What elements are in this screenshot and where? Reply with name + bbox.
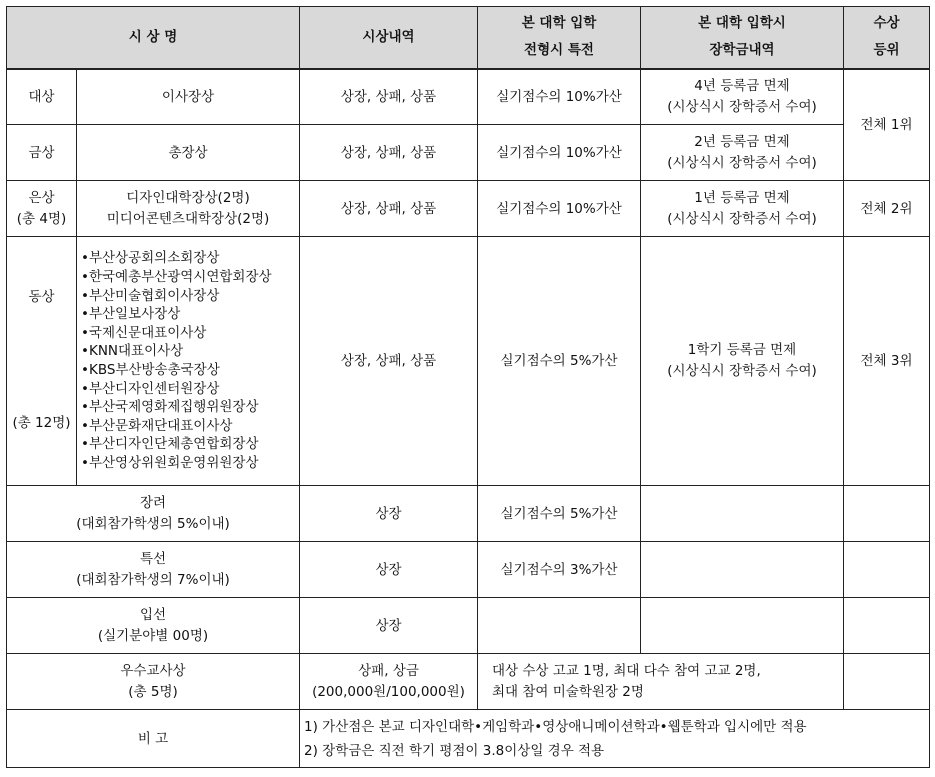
scholarship-daesang — [641, 69, 844, 125]
benefit-daesang: 실기점수의 10%가산 — [478, 69, 641, 125]
list-item: •부산디자인단체총연합회장상 — [81, 436, 259, 453]
list-item: •KBS부산방송총국장상 — [81, 362, 220, 378]
table-row — [7, 486, 930, 542]
table-row — [7, 598, 930, 654]
list-item: •부산일보사장상 — [81, 306, 181, 323]
list-item: •부산영상위원회운영위원장상 — [81, 454, 259, 471]
award-name-jangryeo-line2: (대회참가학생의 5%이내) — [76, 515, 230, 532]
header-award-items: 시상내역 — [300, 7, 478, 69]
award-name-eunsang-line1: 디자인대학장상(2명) — [126, 189, 250, 206]
header-award-name: 시 상 명 — [7, 7, 300, 69]
items-eunsang: 상장, 상패, 상품 — [300, 181, 478, 237]
tier-eunsang-line1: 은상 — [28, 189, 55, 206]
remarks-note-2: 2) 장학금은 직전 학기 평점이 3.8이상일 경우 적용 — [304, 742, 605, 759]
benefit-geumsang: 실기점수의 10%가산 — [478, 125, 641, 181]
rank-top: 전체 1위 — [844, 69, 930, 181]
tier-dongsang-count: (총 12명) — [12, 415, 71, 431]
benefit-dongsang: 실기점수의 5%가산 — [478, 237, 641, 486]
items-geumsang: 상장, 상패, 상품 — [300, 125, 478, 181]
tier-dongsang-label: 동상 — [28, 289, 55, 305]
table-row — [7, 542, 930, 598]
items-jangryeo: 상장 — [300, 486, 478, 542]
table-row — [7, 710, 930, 768]
award-name-jangryeo — [7, 486, 300, 542]
award-name-teukseon-line1: 특선 — [139, 550, 167, 567]
header-admission-benefit-line2: 전형시 특전 — [524, 42, 594, 59]
header-rank-line2: 등위 — [873, 42, 900, 59]
scholarship-daesang-line2: (시상식시 장학증서 수여) — [667, 98, 817, 115]
award-name-jangryeo-line1: 장려 — [139, 494, 167, 511]
scholarship-dongsang — [641, 237, 844, 486]
awards-table — [6, 6, 930, 768]
header-rank-line1: 수상 — [873, 15, 900, 32]
list-item: •부산문화재단대표이사상 — [81, 417, 233, 434]
scholarship-ipseon — [641, 598, 844, 654]
benefit-jangryeo: 실기점수의 5%가산 — [478, 486, 641, 542]
list-item: •KNN대표이사상 — [81, 343, 184, 360]
award-name-ipseon-line2: (실기분야별 00명) — [97, 627, 209, 644]
header-rank — [844, 7, 930, 69]
items-teacher-line2: (200,000원/100,000원) — [312, 683, 465, 700]
benefit-teacher — [478, 654, 844, 710]
award-name-teukseon — [7, 542, 300, 598]
rank-ipseon — [844, 598, 930, 654]
header-admission-benefit-line1: 본 대학 입학 — [521, 15, 597, 32]
award-name-teacher-line2: (총 5명) — [128, 683, 178, 700]
tier-dongsang — [7, 237, 77, 486]
list-item: •부산미술협회이사장상 — [81, 287, 220, 304]
list-item: •한국예총부산광역시연합회장상 — [81, 269, 272, 286]
table-row — [7, 237, 930, 486]
scholarship-geumsang-line1: 2년 등록금 면제 — [694, 133, 790, 150]
rank-teacher — [844, 654, 930, 710]
scholarship-dongsang-line1: 1학기 등록금 면제 — [687, 342, 797, 358]
list-item: •부산상공회의소회장상 — [81, 250, 220, 267]
items-teukseon: 상장 — [300, 542, 478, 598]
scholarship-geumsang — [641, 125, 844, 181]
items-daesang: 상장, 상패, 상품 — [300, 69, 478, 125]
award-name-daesang: 이사장상 — [77, 69, 300, 125]
rank-jangryeo — [844, 486, 930, 542]
scholarship-teukseon — [641, 542, 844, 598]
award-name-teukseon-line2: (대회참가학생의 7%이내) — [76, 571, 230, 588]
items-teacher-line1: 상패, 상금 — [358, 662, 419, 679]
benefit-teacher-line2: 최대 참여 미술학원장 2명 — [492, 683, 644, 700]
table-row — [7, 181, 930, 237]
award-name-dongsang-list — [77, 237, 300, 486]
header-scholarship-line2: 장학금내역 — [709, 42, 775, 59]
table-row — [7, 125, 930, 181]
award-name-ipseon-line1: 입선 — [139, 606, 167, 623]
header-admission-benefit — [478, 7, 641, 69]
scholarship-jangryeo — [641, 486, 844, 542]
remarks-notes — [300, 710, 930, 768]
remarks-note-1: 1) 가산점은 본교 디자인대학•게임학과•영상애니메이션학과•웹툰학과 입시에만 적용 — [304, 718, 807, 735]
header-scholarship — [641, 7, 844, 69]
rank-teukseon — [844, 542, 930, 598]
scholarship-geumsang-line2: (시상식시 장학증서 수여) — [667, 154, 817, 171]
award-name-teacher-line1: 우수교사상 — [120, 662, 186, 679]
items-teacher — [300, 654, 478, 710]
tier-geumsang: 금상 — [7, 125, 77, 181]
scholarship-eunsang — [641, 181, 844, 237]
benefit-teacher-line1: 대상 수상 고교 1명, 최대 다수 참여 고교 2명, — [492, 662, 761, 679]
rank-eunsang: 전체 2위 — [844, 181, 930, 237]
award-name-geumsang: 총장상 — [77, 125, 300, 181]
scholarship-eunsang-line1: 1년 등록금 면제 — [694, 189, 790, 206]
benefit-eunsang: 실기점수의 10%가산 — [478, 181, 641, 237]
scholarship-daesang-line1: 4년 등록금 면제 — [694, 77, 790, 94]
award-name-eunsang — [77, 181, 300, 237]
scholarship-eunsang-line2: (시상식시 장학증서 수여) — [667, 210, 817, 227]
scholarship-dongsang-line2: (시상식시 장학증서 수여) — [667, 363, 817, 379]
tier-eunsang — [7, 181, 77, 237]
list-item: •부산디자인센터원장상 — [81, 380, 220, 397]
remarks-label: 비 고 — [7, 710, 300, 768]
rank-dongsang: 전체 3위 — [844, 237, 930, 486]
award-name-eunsang-line2: 미디어콘텐츠대학장상(2명) — [106, 210, 270, 227]
award-name-teacher — [7, 654, 300, 710]
benefit-teukseon: 실기점수의 3%가산 — [478, 542, 641, 598]
header-scholarship-line1: 본 대학 입학시 — [698, 15, 786, 32]
table-row — [7, 69, 930, 125]
items-dongsang: 상장, 상패, 상품 — [300, 237, 478, 486]
items-ipseon: 상장 — [300, 598, 478, 654]
benefit-ipseon — [478, 598, 641, 654]
list-item: •부산국제영화제집행위원장상 — [81, 399, 259, 416]
table-row — [7, 654, 930, 710]
award-name-ipseon — [7, 598, 300, 654]
tier-daesang: 대상 — [7, 69, 77, 125]
list-item: •국제신문대표이사상 — [81, 324, 207, 341]
tier-eunsang-line2: (총 4명) — [16, 210, 67, 227]
